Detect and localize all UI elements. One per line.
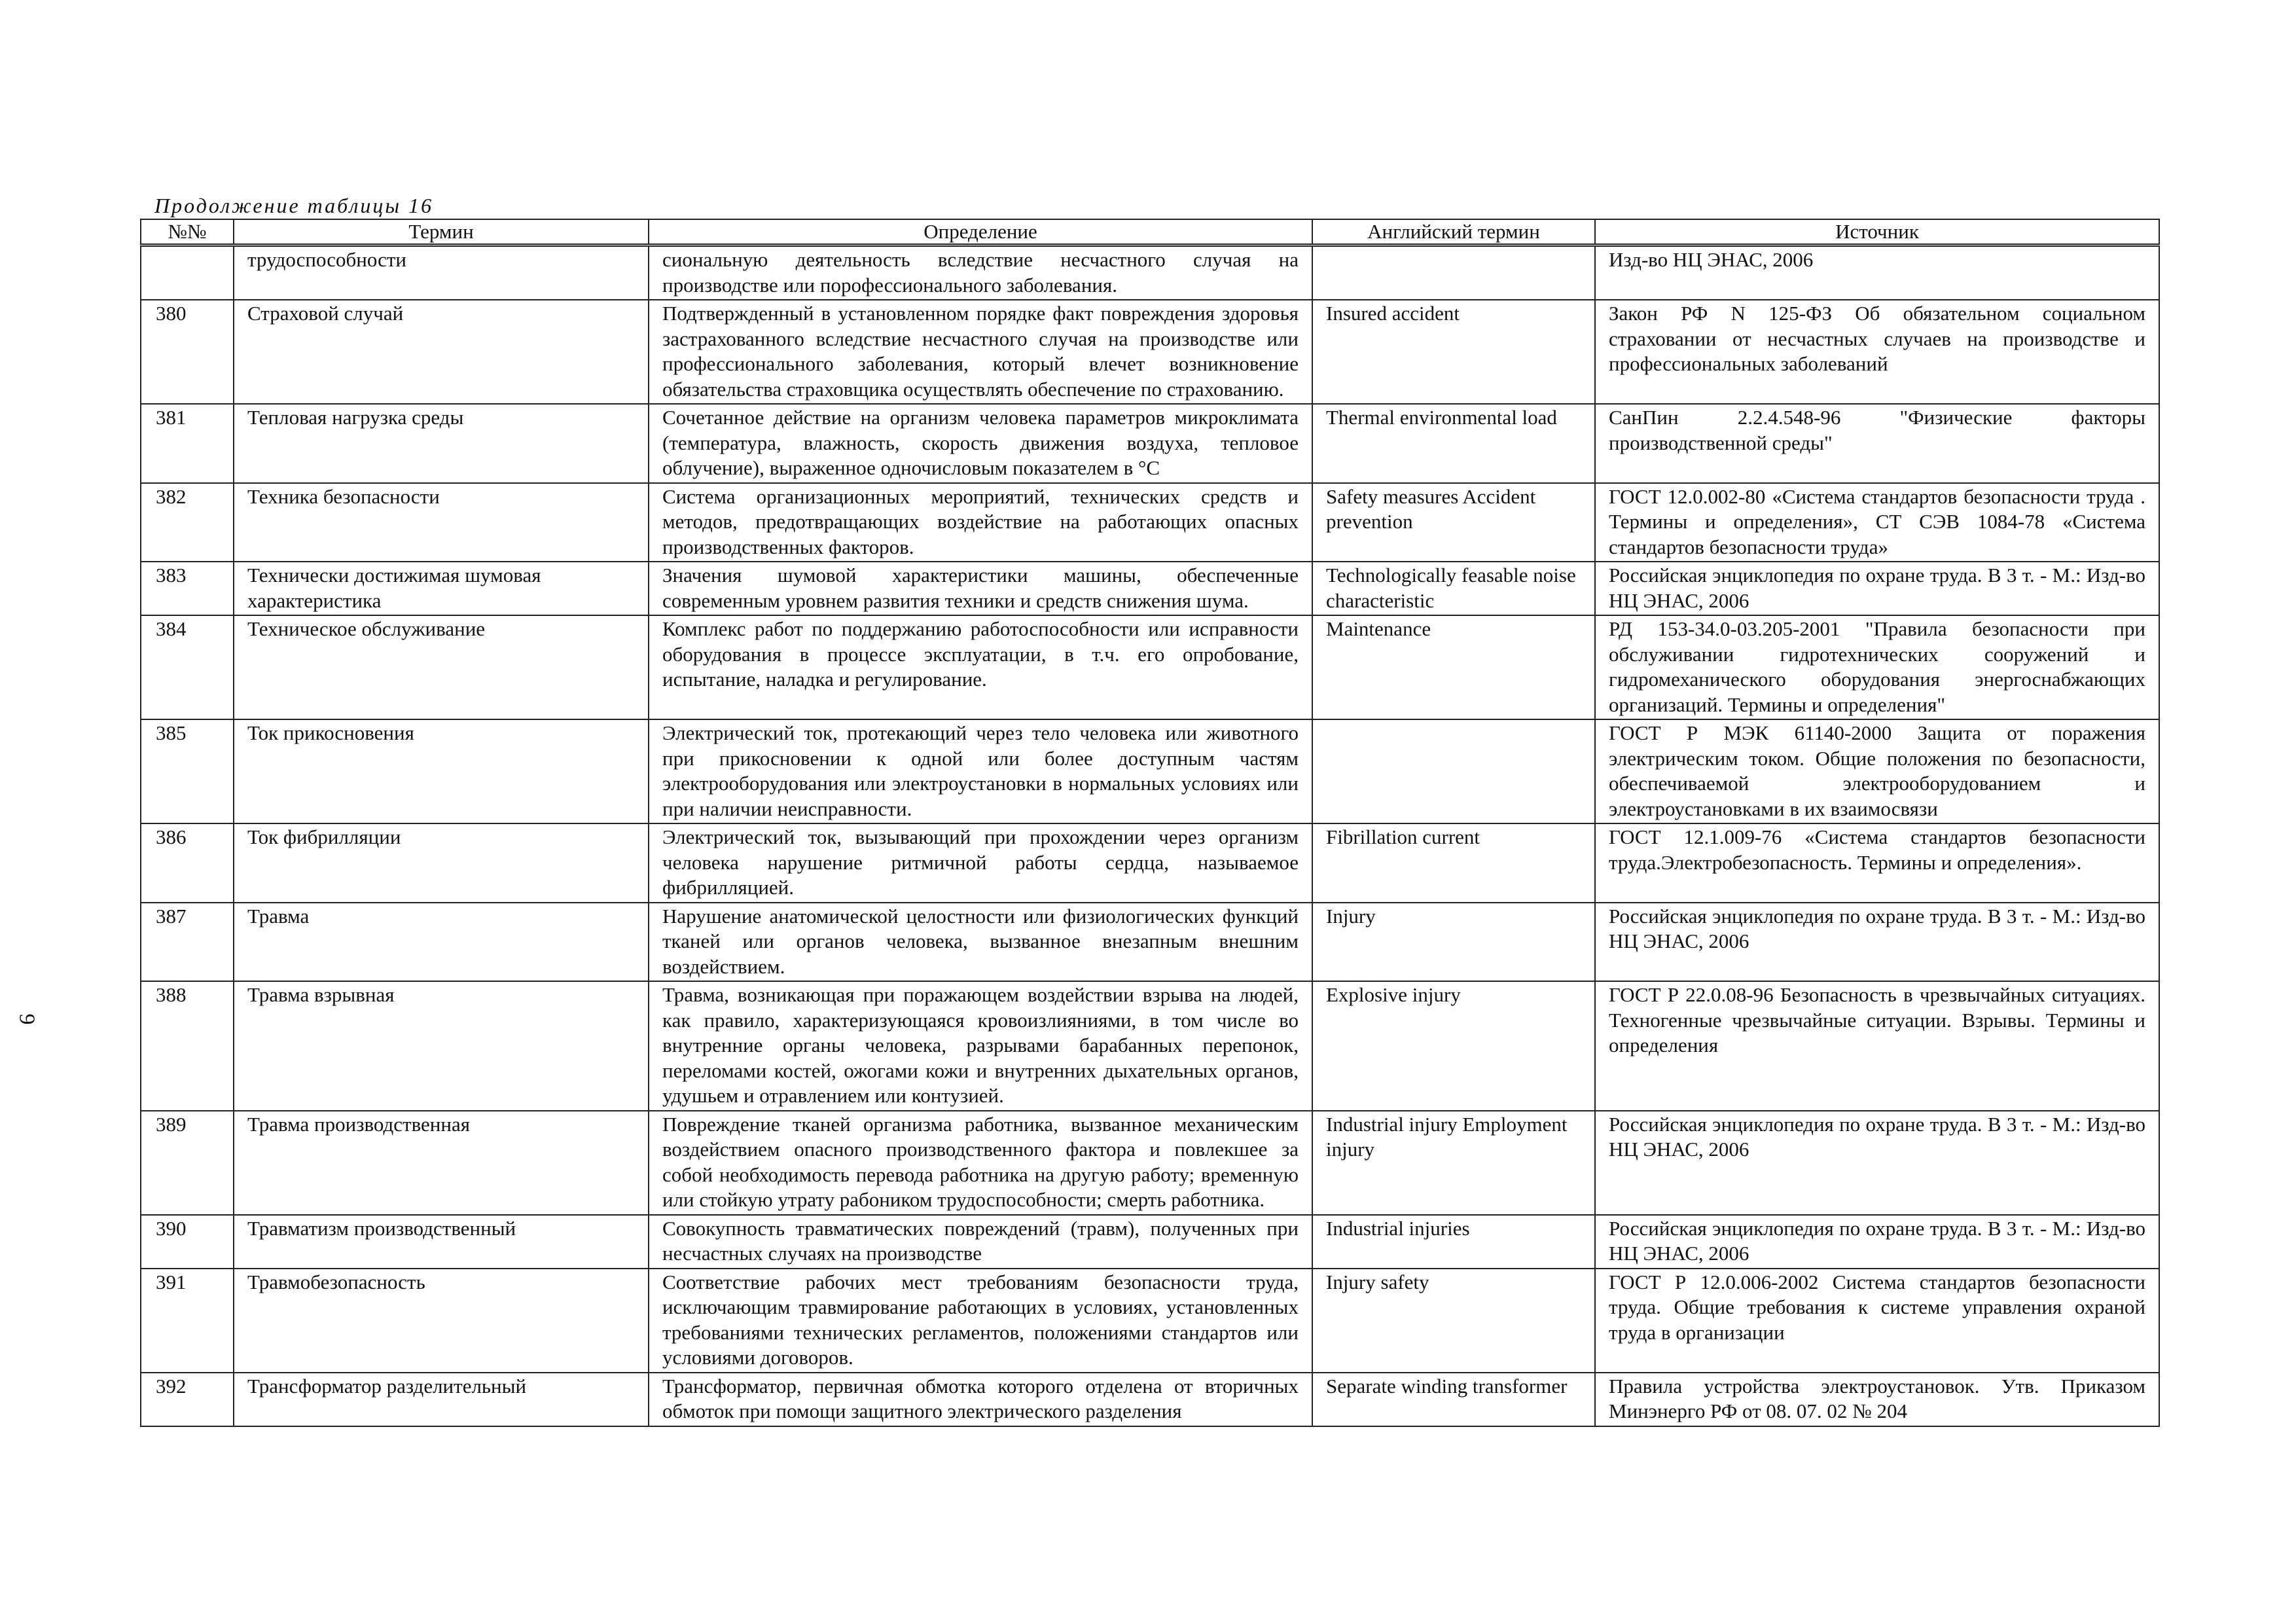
cell-term: Страховой случай [234,300,649,404]
cell-source: ГОСТ 12.1.009-76 «Система стандартов безопасности труда.Электробезопасность. Термины и определения». [1595,823,2159,903]
cell-number: 387 [141,903,234,982]
page-number: 9 [14,1013,39,1025]
cell-number: 384 [141,615,234,719]
cell-source: ГОСТ 12.0.002-80 «Система стандартов безопасности труда . Термины и определения», СТ СЭВ 1084-78 «Система стандартов безопасности труда» [1595,483,2159,562]
header-source: Источник [1595,219,2159,245]
cell-source: СанПин 2.2.4.548-96 "Физические факторы производственной среды" [1595,404,2159,483]
cell-english-term: Fibrillation current [1312,823,1595,903]
cell-number: 380 [141,300,234,404]
cell-source: Правила устройства электроустановок. Утв. Приказом Минэнерго РФ от 08. 07. 02 № 204 [1595,1373,2159,1426]
cell-source: ГОСТ Р 12.0.006-2002 Система стандартов безопасности труда. Общие требования к системе управления охраной труда в организации [1595,1269,2159,1373]
cell-definition: Трансформатор, первичная обмотка которого отделена от вторичных обмоток при помощи защитного электрического разделения [649,1373,1312,1426]
cell-english-term: Thermal environmental load [1312,404,1595,483]
cell-english-term: Separate winding transformer [1312,1373,1595,1426]
cell-number: 389 [141,1111,234,1215]
cell-number: 383 [141,562,234,615]
cell-english-term: Industrial injury Employment injury [1312,1111,1595,1215]
cell-term: Техническое обслуживание [234,615,649,719]
cell-definition: Нарушение анатомической целостности или физиологических функций тканей или органов человека, вызванное внезапным внешним воздействием. [649,903,1312,982]
cell-number [141,245,234,300]
cell-definition: Повреждение тканей организма работника, вызванное механическим воздействием опасного производственного фактора и повлекшее за собой необходимость перевода работника на другую работу; временную или стойкую утрату рабоником трудоспособности; смерть работника. [649,1111,1312,1215]
cell-english-term: Injury [1312,903,1595,982]
cell-source: ГОСТ Р 22.0.08-96 Безопасность в чрезвычайных ситуациях. Техногенные чрезвычайные ситуации. Взрывы. Термины и определения [1595,981,2159,1111]
cell-term: Травма взрывная [234,981,649,1111]
cell-term: Трансформатор разделительный [234,1373,649,1426]
cell-source: РД 153-34.0-03.205-2001 "Правила безопасности при обслуживании гидротехнических сооружений и гидромеханического оборудования энергоснабжающих организаций. Термины и определения" [1595,615,2159,719]
cell-english-term: Injury safety [1312,1269,1595,1373]
table-row [141,981,2159,1111]
table-row [141,615,2159,719]
cell-source: Российская энциклопедия по охране труда. В 3 т. - М.: Изд-во НЦ ЭНАС, 2006 [1595,903,2159,982]
table-row [141,300,2159,404]
table-row [141,1269,2159,1373]
cell-definition: Совокупность травматических повреждений (травм), полученных при несчастных случаях на производстве [649,1215,1312,1269]
cell-source: Российская энциклопедия по охране труда. В 3 т. - М.: Изд-во НЦ ЭНАС, 2006 [1595,1111,2159,1215]
table-body [141,245,2159,1426]
header-term: Термин [234,219,649,245]
cell-term: Травма производственная [234,1111,649,1215]
terms-table [140,219,2160,1427]
header-number: №№ [141,219,234,245]
table-row [141,1215,2159,1269]
cell-definition: Соответствие рабочих мест требованиям безопасности труда, исключающим травмирование работающих в условиях, установленных требованиями технических регламентов, положениями стандартов или условиями договоров. [649,1269,1312,1373]
cell-definition: Подтвержденный в установленном порядке факт повреждения здоровья застрахованного вследствие несчастного случая на производстве или профессионального заболевания, который влечет возникновение обязательства страховщика осуществлять обеспечение по страхованию. [649,300,1312,404]
cell-definition: Электрический ток, протекающий через тело человека или животного при прикосновении к одной или более доступным частям электрооборудования или электроустановки в нормальных условиях или при наличии неисправности. [649,719,1312,823]
cell-term: трудоспособности [234,245,649,300]
cell-number: 386 [141,823,234,903]
table-row [141,823,2159,903]
cell-source: ГОСТ Р МЭК 61140-2000 Защита от поражения электрическим током. Общие положения по безопасности, обеспечиваемой электрооборудованием и электроустановками в их взаимосвязи [1595,719,2159,823]
cell-source: Закон РФ N 125-ФЗ Об обязательном социальном страховании от несчастных случаев на производстве и профессиональных заболеваний [1595,300,2159,404]
cell-definition: Значения шумовой характеристики машины, обеспеченные современным уровнем развития техники и средств снижения шума. [649,562,1312,615]
cell-term: Травматизм производственный [234,1215,649,1269]
cell-number: 391 [141,1269,234,1373]
table-header-row [141,219,2159,245]
table-row [141,404,2159,483]
table-row [141,1111,2159,1215]
cell-english-term [1312,245,1595,300]
table-row [141,562,2159,615]
cell-definition: Комплекс работ по поддержанию работоспособности или исправности оборудования в процессе эксплуатации, в т.ч. его опробование, испытание, наладка и регулирование. [649,615,1312,719]
table-caption: Продолжение таблицы 16 [154,194,434,217]
cell-number: 392 [141,1373,234,1426]
cell-english-term: Maintenance [1312,615,1595,719]
cell-definition: Сочетанное действие на организм человека параметров микроклимата (температура, влажность, скорость движения воздуха, тепловое облучение), выраженное одночисловым показателем в °С [649,404,1312,483]
cell-term: Ток прикосновения [234,719,649,823]
table-row [141,483,2159,562]
cell-number: 390 [141,1215,234,1269]
cell-definition: Травма, возникающая при поражающем воздействии взрыва на людей, как правило, характеризующаяся кровоизлияниями, в том числе во внутренние органы человека, разрывами барабанных перепонок, переломами костей, ожогами кожи и внутренних дыхательных органов, удушьем и отравлением или контузией. [649,981,1312,1111]
cell-term: Технически достижимая шумовая характеристика [234,562,649,615]
header-english-term: Английский термин [1312,219,1595,245]
cell-number: 382 [141,483,234,562]
cell-english-term: Insured accident [1312,300,1595,404]
cell-definition: Система организационных мероприятий, технических средств и методов, предотвращающих воздействие на работающих опасных производственных факторов. [649,483,1312,562]
cell-number: 381 [141,404,234,483]
cell-term: Техника безопасности [234,483,649,562]
cell-number: 385 [141,719,234,823]
cell-source: Российская энциклопедия по охране труда. В 3 т. - М.: Изд-во НЦ ЭНАС, 2006 [1595,562,2159,615]
cell-english-term: Explosive injury [1312,981,1595,1111]
cell-term: Тепловая нагрузка среды [234,404,649,483]
cell-definition: сиональную деятельность вследствие несчастного случая на производстве или порофессионального заболевания. [649,245,1312,300]
cell-source: Российская энциклопедия по охране труда. В 3 т. - М.: Изд-во НЦ ЭНАС, 2006 [1595,1215,2159,1269]
cell-english-term: Technologically feasable noise characteristic [1312,562,1595,615]
header-definition: Определение [649,219,1312,245]
cell-term: Травмобезопасность [234,1269,649,1373]
cell-term: Ток фибрилляции [234,823,649,903]
table-row [141,245,2159,300]
cell-english-term [1312,719,1595,823]
cell-english-term: Industrial injuries [1312,1215,1595,1269]
table-row [141,719,2159,823]
cell-definition: Электрический ток, вызывающий при прохождении через организм человека нарушение ритмичной работы сердца, называемое фибрилляцией. [649,823,1312,903]
cell-number: 388 [141,981,234,1111]
table-row [141,903,2159,982]
cell-term: Травма [234,903,649,982]
cell-english-term: Safety measures Accident prevention [1312,483,1595,562]
table-row [141,1373,2159,1426]
cell-source: Изд-во НЦ ЭНАС, 2006 [1595,245,2159,300]
